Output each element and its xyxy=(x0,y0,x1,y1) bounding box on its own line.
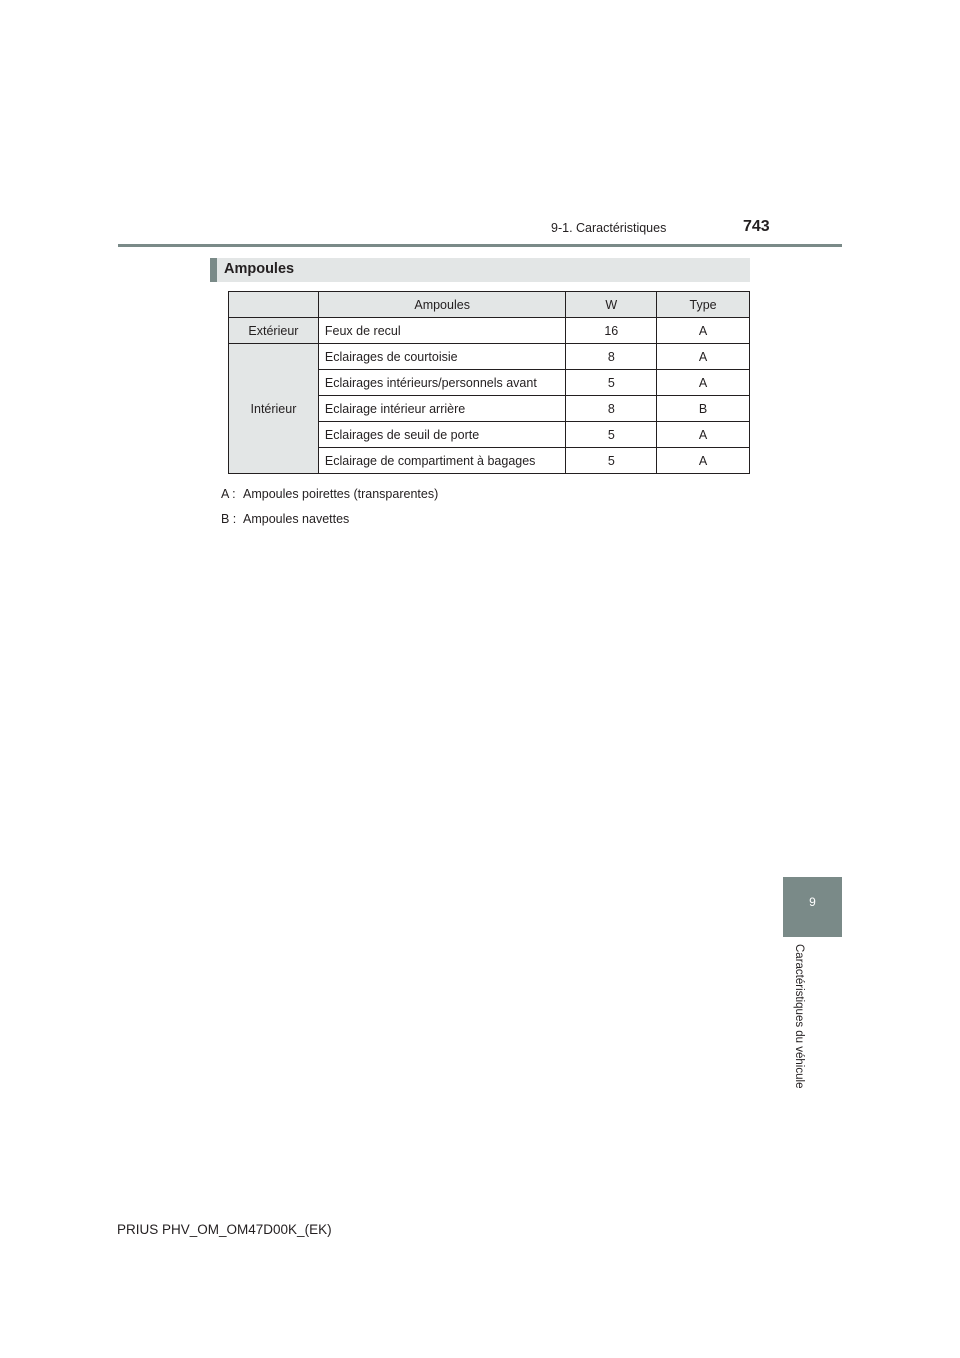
chapter-tab-label: Caractéristiques du véhicule xyxy=(793,944,805,1089)
bulb-name-cell: Eclairages de seuil de porte xyxy=(318,422,566,448)
bulb-name-cell: Eclairage intérieur arrière xyxy=(318,396,566,422)
legend-text: Ampoules navettes xyxy=(243,512,350,526)
header-divider xyxy=(118,244,842,247)
table-row xyxy=(229,344,750,370)
chapter-tab-number: 9 xyxy=(809,895,816,909)
bulb-type-cell: A xyxy=(657,344,750,370)
bulb-name-cell: Eclairages de courtoisie xyxy=(318,344,566,370)
group-cell-interior: Intérieur xyxy=(229,344,319,474)
bulb-watts-cell: 5 xyxy=(566,370,657,396)
bulb-type-cell: A xyxy=(657,448,750,474)
bulb-watts-cell: 5 xyxy=(566,448,657,474)
bulb-type-cell: A xyxy=(657,422,750,448)
legend-item-a xyxy=(221,487,438,501)
bulb-name-cell: Eclairage de compartiment à bagages xyxy=(318,448,566,474)
bulb-watts-cell: 5 xyxy=(566,422,657,448)
column-header-empty xyxy=(229,292,319,318)
bulb-name-cell: Eclairages intérieurs/personnels avant xyxy=(318,370,566,396)
legend-key: A : xyxy=(221,487,236,501)
footer-doc-code: PRIUS PHV_OM_OM47D00K_(EK) xyxy=(117,1222,332,1237)
bulb-type-cell: B xyxy=(657,396,750,422)
page-number: 743 xyxy=(743,218,770,235)
bulbs-table xyxy=(228,291,750,474)
chapter-tab xyxy=(783,877,842,937)
table-header-row xyxy=(229,292,750,318)
bulb-name-cell: Feux de recul xyxy=(318,318,566,344)
section-heading-title: Ampoules xyxy=(224,261,295,277)
group-cell-exterior: Extérieur xyxy=(229,318,319,344)
bulb-watts-cell: 8 xyxy=(566,396,657,422)
section-heading-accent xyxy=(210,258,217,282)
bulb-watts-cell: 16 xyxy=(566,318,657,344)
bulb-watts-cell: 8 xyxy=(566,344,657,370)
column-header-bulbs: Ampoules xyxy=(318,292,566,318)
section-heading-bar xyxy=(210,258,750,282)
column-header-type: Type xyxy=(657,292,750,318)
bulb-type-cell: A xyxy=(657,318,750,344)
legend-item-b xyxy=(221,512,349,526)
column-header-watts: W xyxy=(566,292,657,318)
table-row xyxy=(229,318,750,344)
legend-text: Ampoules poirettes (transparentes) xyxy=(243,487,439,501)
page-header-section: 9-1. Caractéristiques xyxy=(551,221,667,235)
legend-key: B : xyxy=(221,512,237,526)
bulb-type-cell: A xyxy=(657,370,750,396)
